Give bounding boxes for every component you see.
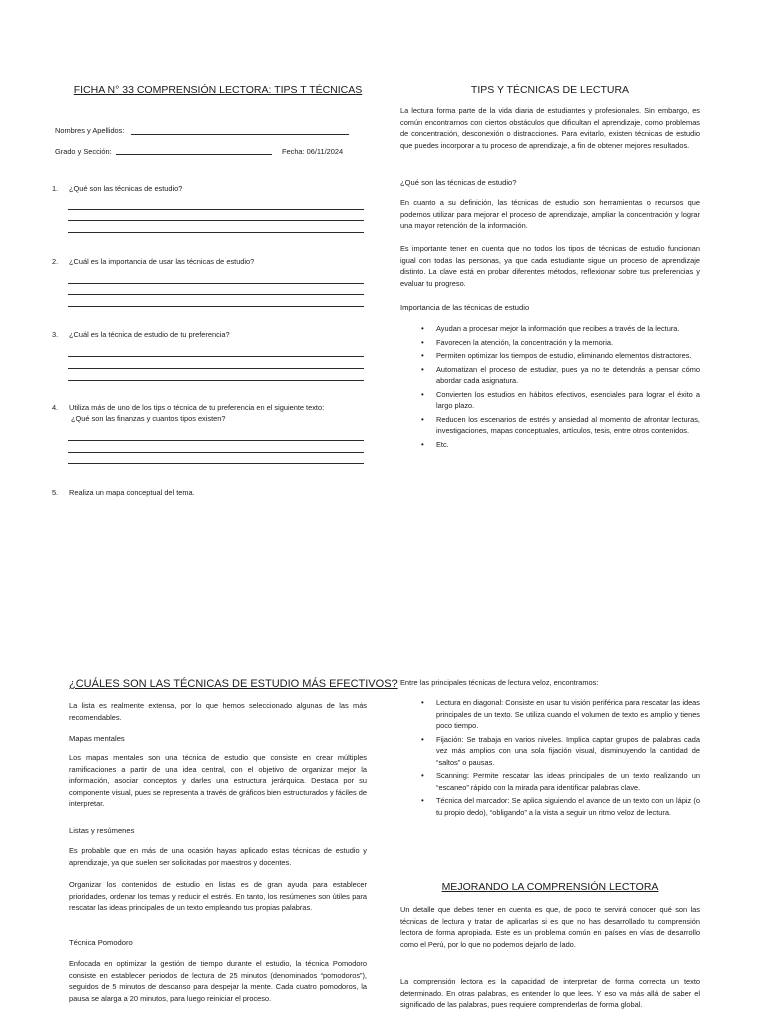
worksheet-title: FICHA N° 33 COMPRENSIÓN LECTORA: TIPS T TÉCNICAS bbox=[73, 84, 363, 96]
question-1: 1. ¿Qué son las técnicas de estudio? bbox=[52, 184, 183, 193]
tips-title: TIPS Y TÉCNICAS DE LECTURA bbox=[470, 84, 630, 96]
effective-title: ¿CUÁLES SON LAS TÉCNICAS DE ESTUDIO MÁS EFECTIVOS? bbox=[69, 678, 398, 690]
tips-intro: La lectura forma parte de la vida diaria de estudiantes y profesionales. Sin embargo, es común encontrarnos con ciertos obstáculos que dificultan el aprendizaje, como problemas de concentración, desconexión o distracciones. Para evitarlo, existen técnicas de estudio que puedes incorporar a tu proceso de aprendizaje, a fin de obtener mejores resultados. bbox=[400, 106, 700, 150]
answer-line[interactable] bbox=[68, 356, 364, 357]
answer-line[interactable] bbox=[68, 368, 364, 369]
question-3: 3. ¿Cuál es la técnica de estudio de tu preferencia? bbox=[52, 330, 230, 339]
improve-text-2: La comprensión lectora es la capacidad de interpretar de forma correcta un texto determinado. En otras palabras, es entender lo que lees. Y eso va más allá de saber el significado de las palabras, pues requiere comprenderlas de forma global. bbox=[400, 977, 700, 1010]
list-item: • Lectura en diagonal: Consiste en usar tu visión periférica para rescatar las ideas principales de un texto. Se utiliza cuando el volumen de texto es amplio y tienes poco tiempo. bbox=[421, 698, 700, 730]
pomodoro-text: Enfocada en optimizar la gestión de tiempo durante el estudio, la técnica Pomodoro consiste en establecer periodos de lectura de 25 minutos (denominados “pomodoros”), seguidos de 5 minutos de descanso para despejar la mente. Cada cuatro pomodoros, la pausa se alarga a 20 minutos, para luego reiniciar el proceso. bbox=[69, 959, 367, 1003]
pomodoro-heading: Técnica Pomodoro bbox=[69, 938, 133, 947]
importance-heading: Importancia de las técnicas de estudio bbox=[400, 303, 530, 312]
question-5: 5. Realiza un mapa conceptual del tema. bbox=[52, 488, 195, 497]
answer-line[interactable] bbox=[68, 232, 364, 233]
answer-line[interactable] bbox=[68, 220, 364, 221]
maps-heading: Mapas mentales bbox=[69, 734, 125, 743]
lists-text-1: Es probable que en más de una ocasión hayas aplicado estas técnicas de estudio y aprendizaje, ya que suelen ser solicitadas por maestros y docentes. bbox=[69, 846, 367, 867]
name-label: Nombres y Apellidos: bbox=[55, 126, 125, 135]
tips-question-heading: ¿Qué son las técnicas de estudio? bbox=[400, 178, 517, 187]
list-item: • Permiten optimizar los tiempos de estudio, eliminando elementos distractores. bbox=[421, 351, 692, 360]
answer-line[interactable] bbox=[68, 380, 364, 381]
list-item: • Etc. bbox=[421, 439, 449, 449]
list-item: • Técnica del marcador: Se aplica siguiendo el avance de un texto con un lápiz (o tu propio dedo), “obligando” a la vista a seguir un ritmo veloz de lectura. bbox=[421, 796, 700, 817]
effective-intro: La lista es realmente extensa, por lo que hemos seleccionado algunas de las más recomendables. bbox=[69, 701, 367, 722]
grade-label: Grado y Sección: bbox=[55, 147, 112, 156]
question-4: 4. Utiliza más de uno de los tips o técnica de tu preferencia en el siguiente texto: bbox=[52, 403, 325, 412]
date-label: Fecha: 06/11/2024 bbox=[282, 147, 344, 156]
question-4-subtext: ¿Qué son las finanzas y cuantos tipos existen? bbox=[71, 414, 226, 423]
speed-list bbox=[400, 697, 700, 820]
lists-text-2: Organizar los contenidos de estudio en listas es de gran ayuda para establecer prioridades, ordenar los temas y reducir el estrés. En tanto, los resúmenes son útiles para rescatar las ideas principales de un texto empleando tus propias palabras. bbox=[69, 880, 367, 913]
answer-line[interactable] bbox=[68, 283, 364, 284]
answer-line[interactable] bbox=[68, 440, 364, 441]
speed-intro: Entre las principales técnicas de lectura veloz, encontramos: bbox=[400, 678, 599, 687]
answer-line[interactable] bbox=[68, 306, 364, 307]
list-item: • Automatizan el proceso de estudiar, pues ya no te detendrás a pensar cómo abordar cada asignatura. bbox=[421, 364, 700, 385]
list-item: • Favorecen la atención, la concentración y la memoria. bbox=[421, 337, 614, 347]
tips-note: Es importante tener en cuenta que no todos los tipos de técnicas de estudio funcionan igual con todas las personas, ya que cada estudiante sigue un proceso de aprendizaje distinto. La clave está en probar diferentes métodos, reflexionar sobre tus preferencias y evaluar tu progreso. bbox=[400, 244, 700, 288]
list-item: • Reducen los escenarios de estrés y ansiedad al momento de afrontar lecturas, investigaciones, mapas conceptuales, artículos, tesis, entre otros contenidos. bbox=[421, 414, 700, 435]
list-item: • Scanning: Permite rescatar las ideas principales de un texto realizando un “escaneo” rápido con la mirada para identificar palabras clave. bbox=[421, 771, 700, 792]
grade-field[interactable] bbox=[116, 154, 272, 155]
list-item: • Ayudan a procesar mejor la información que recibes a través de la lectura. bbox=[421, 324, 680, 333]
answer-line[interactable] bbox=[68, 294, 364, 295]
list-item: • Fijación: Se trabaja en varios niveles. Implica captar grupos de palabras cada vez más amplios con una sola fijación visual, disminuyendo la cantidad de “saltos” o pausas. bbox=[421, 734, 700, 767]
lists-heading: Listas y resúmenes bbox=[69, 826, 135, 835]
question-2: 2. ¿Cuál es la importancia de usar las técnicas de estudio? bbox=[52, 257, 255, 266]
name-field[interactable] bbox=[131, 134, 349, 135]
answer-line[interactable] bbox=[68, 452, 364, 453]
tips-definition: En cuanto a su definición, las técnicas de estudio son herramientas o recursos que podemos utilizar para mejorar el proceso de aprendizaje, ampliar la concentración y lograr una mayor retención de la información. bbox=[400, 198, 700, 231]
improve-text-1: Un detalle que debes tener en cuenta es que, de poco te servirá conocer qué son las técnicas de lectura y tratar de aplicarlas si es que no has desarrollado tu comprensión lectora de forma apropiada. Este es un problema común en países en vías de desarrollo como el Perú, por lo que no podemos dejarlo de lado. bbox=[400, 905, 700, 949]
answer-line[interactable] bbox=[68, 463, 364, 464]
maps-text: Los mapas mentales son una técnica de estudio que consiste en crear múltiples ramificaciones a partir de una idea central, con el objetivo de organizar mejor la información, asociar conceptos y darles una estructura jerárquica. Destaca por su componente visual, pues se representa a través de gráficos bien estructurados y fáciles de interpretar. bbox=[69, 753, 367, 809]
improve-title: MEJORANDO LA COMPRENSIÓN LECTORA bbox=[441, 881, 659, 893]
answer-line[interactable] bbox=[68, 209, 364, 210]
list-item: • Convierten los estudios en hábitos efectivos, esenciales para lograr el éxito a largo plazo. bbox=[421, 389, 700, 410]
importance-list bbox=[400, 323, 700, 452]
